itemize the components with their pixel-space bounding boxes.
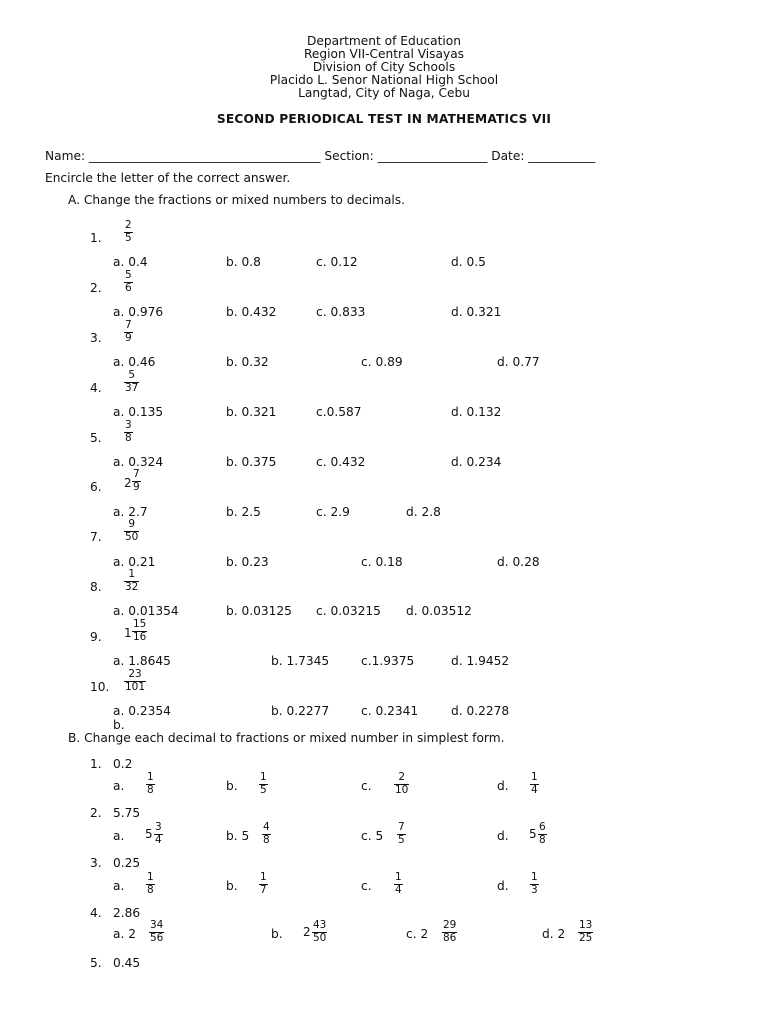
choice-letter: b. xyxy=(226,879,238,893)
decimal-value: 0.45 xyxy=(113,956,141,970)
question-number: 4. xyxy=(90,906,102,920)
answer-choice: b. 0.432 xyxy=(226,305,277,319)
fraction-numerator: 1 xyxy=(531,871,538,883)
choice-letter: a. 2 xyxy=(113,927,136,941)
stray-choice-label: b. xyxy=(113,718,125,732)
question-number: 6. xyxy=(90,480,102,494)
fraction-numerator: 13 xyxy=(579,919,593,931)
fraction-denominator: 8 xyxy=(147,784,154,796)
answer-choice: b. 0.23 xyxy=(226,555,269,569)
choice-letter: b. 5 xyxy=(226,829,250,843)
fraction-denominator: 10 xyxy=(395,784,409,796)
question-fraction xyxy=(124,220,133,244)
decimal-value: 5.75 xyxy=(113,806,141,820)
fraction-numerator: 1 xyxy=(260,871,267,883)
fraction-numerator: 15 xyxy=(133,618,147,630)
choice-letter: c. 2 xyxy=(406,927,429,941)
fraction-denominator: 9 xyxy=(133,481,140,493)
answer-choice: b. 0.321 xyxy=(226,405,277,419)
choice-fraction xyxy=(538,822,547,846)
choice-letter: d. xyxy=(497,829,509,843)
fraction-numerator: 5 xyxy=(125,269,132,281)
fraction-numerator: 9 xyxy=(128,518,136,530)
answer-choice: d. 0.03512 xyxy=(406,604,472,618)
fraction-numerator: 3 xyxy=(155,821,162,833)
choice-fraction xyxy=(259,872,268,896)
choice-letter: b. xyxy=(271,927,283,941)
answer-choice: c.0.587 xyxy=(316,405,362,419)
fraction-numerator: 7 xyxy=(133,468,140,480)
choice-letter: c. xyxy=(361,779,372,793)
choice-fraction xyxy=(146,772,155,796)
fraction-numerator: 2 xyxy=(398,771,406,783)
fraction-numerator: 23 xyxy=(128,668,142,680)
question-number: 3. xyxy=(90,331,102,345)
question-fraction xyxy=(124,370,139,394)
choice-letter: a. xyxy=(113,829,125,843)
question-number: 1. xyxy=(90,231,102,245)
choice-letter: b. xyxy=(226,779,238,793)
answer-choice: d. 2.8 xyxy=(406,505,441,519)
question-fraction xyxy=(132,619,147,643)
fraction-numerator: 1 xyxy=(531,771,538,783)
answer-choice: a. 2.7 xyxy=(113,505,148,519)
fraction-numerator: 4 xyxy=(263,821,270,833)
choice-fraction xyxy=(578,920,593,944)
fraction-denominator: 8 xyxy=(125,432,132,444)
fraction-denominator: 25 xyxy=(579,932,593,944)
fraction-numerator: 7 xyxy=(125,319,132,331)
choice-fraction xyxy=(394,772,409,796)
header-line: Langtad, City of Naga, Cebu xyxy=(298,86,470,100)
answer-choice: c. 0.12 xyxy=(316,255,358,269)
fraction-denominator: 8 xyxy=(539,834,546,846)
decimal-value: 0.2 xyxy=(113,757,133,771)
test-title: SECOND PERIODICAL TEST IN MATHEMATICS VII xyxy=(216,112,552,126)
answer-choice: b. 0.8 xyxy=(226,255,261,269)
mixed-whole-number: 1 xyxy=(124,626,132,640)
mixed-whole-number: 5 xyxy=(145,827,153,841)
answer-choice: a. 0.21 xyxy=(113,555,156,569)
answer-choice: c.1.9375 xyxy=(361,654,415,668)
answer-choice: b. 0.32 xyxy=(226,355,269,369)
fraction-denominator: 7 xyxy=(260,884,267,896)
fraction-numerator: 1 xyxy=(395,871,402,883)
fraction-denominator: 6 xyxy=(125,282,132,294)
choice-fraction xyxy=(146,872,155,896)
choice-fraction xyxy=(442,920,457,944)
header-line: Division of City Schools xyxy=(312,60,456,74)
question-fraction xyxy=(132,469,141,493)
answer-choice: c. 0.2341 xyxy=(361,704,419,718)
fraction-numerator: 1 xyxy=(260,771,267,783)
answer-choice: a. 0.135 xyxy=(113,405,164,419)
answer-choice: b. 1.7345 xyxy=(271,654,330,668)
answer-choice: c. 0.03215 xyxy=(316,604,381,618)
answer-choice: c. 0.432 xyxy=(316,455,366,469)
answer-choice: d. 0.2278 xyxy=(451,704,510,718)
fraction-denominator: 56 xyxy=(150,932,164,944)
choice-fraction xyxy=(397,822,406,846)
answer-choice: d. 0.5 xyxy=(451,255,486,269)
choice-letter: d. xyxy=(497,779,509,793)
fraction-denominator: 8 xyxy=(147,884,154,896)
fraction-numerator: 34 xyxy=(150,919,164,931)
choice-letter: a. xyxy=(113,779,125,793)
question-number: 9. xyxy=(90,630,102,644)
question-fraction xyxy=(124,420,133,444)
fraction-numerator: 6 xyxy=(539,821,546,833)
choice-fraction xyxy=(530,772,539,796)
choice-fraction xyxy=(154,822,163,846)
choice-letter: c. 5 xyxy=(361,829,384,843)
question-fraction xyxy=(124,569,139,593)
question-fraction xyxy=(124,519,139,543)
question-fraction xyxy=(124,669,146,693)
answer-choice: b. 0.375 xyxy=(226,455,277,469)
mixed-whole-number: 2 xyxy=(124,476,132,490)
answer-choice: d. 0.132 xyxy=(451,405,502,419)
question-number: 5. xyxy=(90,431,102,445)
question-number: 7. xyxy=(90,530,102,544)
fraction-denominator: 4 xyxy=(531,784,538,796)
fraction-numerator: 29 xyxy=(443,919,457,931)
choice-fraction xyxy=(530,872,539,896)
answer-choice: a. 1.8645 xyxy=(113,654,171,668)
decimal-value: 2.86 xyxy=(113,906,141,920)
question-number: 3. xyxy=(90,856,102,870)
fraction-numerator: 5 xyxy=(128,369,136,381)
fraction-denominator: 50 xyxy=(313,932,327,944)
fraction-numerator: 1 xyxy=(147,871,154,883)
header-line: Department of Education xyxy=(307,34,461,48)
mixed-whole-number: 2 xyxy=(303,925,311,939)
choice-letter: d. xyxy=(497,879,509,893)
fraction-denominator: 101 xyxy=(125,681,146,693)
choice-letter: c. xyxy=(361,879,372,893)
choice-letter: d. 2 xyxy=(542,927,566,941)
choice-fraction xyxy=(149,920,164,944)
answer-choice: a. 0.976 xyxy=(113,305,164,319)
header-line: Region VII-Central Visayas xyxy=(303,47,465,61)
fraction-denominator: 16 xyxy=(133,631,147,643)
fraction-numerator: 43 xyxy=(313,919,327,931)
answer-choice: b. 0.03125 xyxy=(226,604,292,618)
fraction-numerator: 3 xyxy=(125,419,132,431)
fraction-denominator: 5 xyxy=(260,784,267,796)
part-a-heading: A. Change the fractions or mixed numbers to decimals. xyxy=(68,193,406,207)
answer-choice: b. 0.2277 xyxy=(271,704,330,718)
part-b-heading: B. Change each decimal to fractions or mixed number in simplest form. xyxy=(68,731,505,745)
answer-choice: d. 0.77 xyxy=(497,355,540,369)
answer-choice: a. 0.01354 xyxy=(113,604,179,618)
question-number: 5. xyxy=(90,956,102,970)
fraction-denominator: 37 xyxy=(125,382,139,394)
fraction-denominator: 32 xyxy=(125,581,139,593)
mixed-whole-number: 5 xyxy=(529,827,537,841)
fraction-denominator: 50 xyxy=(125,531,139,543)
question-number: 4. xyxy=(90,381,102,395)
fraction-numerator: 1 xyxy=(147,771,154,783)
answer-choice: c. 0.89 xyxy=(361,355,403,369)
answer-choice: c. 0.18 xyxy=(361,555,403,569)
choice-fraction xyxy=(259,772,268,796)
answer-choice: b. 2.5 xyxy=(226,505,261,519)
answer-choice: c. 2.9 xyxy=(316,505,350,519)
question-number: 2. xyxy=(90,281,102,295)
fraction-numerator: 7 xyxy=(398,821,405,833)
question-fraction xyxy=(124,270,133,294)
fraction-denominator: 5 xyxy=(398,834,405,846)
fraction-denominator: 4 xyxy=(395,884,402,896)
student-info-line: Name: ______________________________________ Section: __________________ Date: ___________ xyxy=(45,149,596,163)
answer-choice: d. 0.28 xyxy=(497,555,540,569)
choice-fraction xyxy=(394,872,403,896)
fraction-denominator: 86 xyxy=(443,932,457,944)
question-number: 2. xyxy=(90,806,102,820)
choice-fraction xyxy=(312,920,327,944)
answer-choice: d. 0.234 xyxy=(451,455,502,469)
fraction-denominator: 5 xyxy=(125,232,132,244)
decimal-value: 0.25 xyxy=(113,856,141,870)
answer-choice: a. 0.324 xyxy=(113,455,164,469)
choice-fraction xyxy=(262,822,271,846)
fraction-denominator: 8 xyxy=(263,834,270,846)
fraction-denominator: 9 xyxy=(125,332,132,344)
answer-choice: c. 0.833 xyxy=(316,305,366,319)
fraction-denominator: 3 xyxy=(531,884,538,896)
answer-choice: a. 0.4 xyxy=(113,255,148,269)
answer-choice: a. 0.2354 xyxy=(113,704,171,718)
question-number: 8. xyxy=(90,580,102,594)
answer-choice: d. 1.9452 xyxy=(451,654,510,668)
fraction-denominator: 4 xyxy=(155,834,162,846)
choice-letter: a. xyxy=(113,879,125,893)
fraction-numerator: 2 xyxy=(125,219,132,231)
question-fraction xyxy=(124,320,133,344)
fraction-numerator: 1 xyxy=(128,568,136,580)
answer-choice: d. 0.321 xyxy=(451,305,502,319)
question-number: 10. xyxy=(90,680,110,694)
answer-choice: a. 0.46 xyxy=(113,355,156,369)
instructions: Encircle the letter of the correct answer. xyxy=(45,171,291,185)
header-line: Placido L. Senor National High School xyxy=(269,73,499,87)
question-number: 1. xyxy=(90,757,102,771)
